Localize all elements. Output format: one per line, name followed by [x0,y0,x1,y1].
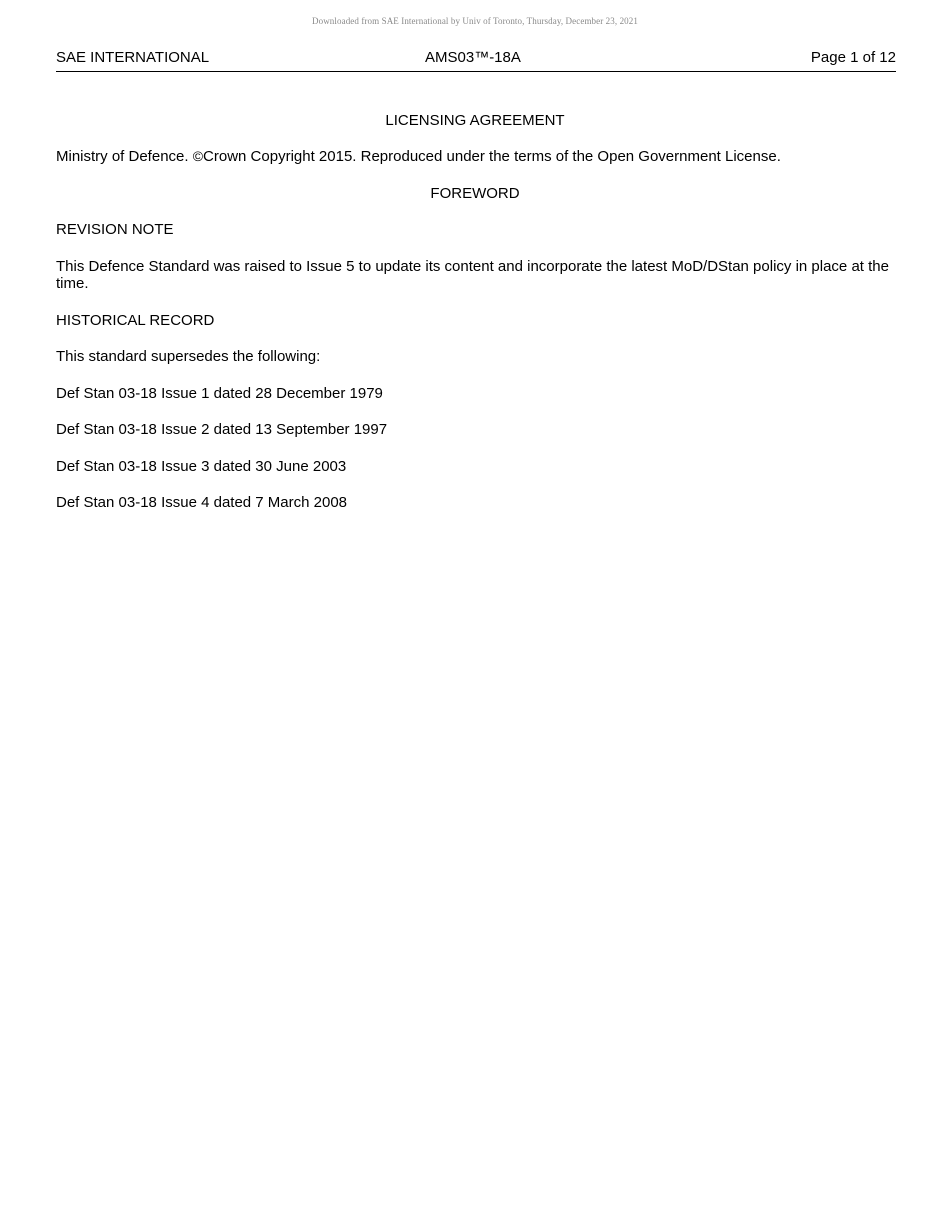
document-number: AMS03™-18A [425,49,521,66]
licensing-heading: LICENSING AGREEMENT [385,112,565,129]
publisher-name: SAE INTERNATIONAL [56,49,210,66]
copyright-icon: © [192,148,204,164]
foreword-heading: FOREWORD [430,185,520,202]
historical-record-entry: Def Stan 03-18 Issue 2 dated 13 September 1997 [56,421,388,438]
download-watermark: Downloaded from SAE International by Univ of Toronto, Thursday, December 23, 2021 [312,16,638,26]
revision-note-heading: REVISION NOTE [56,221,174,238]
historical-record-entry: Def Stan 03-18 Issue 4 dated 7 March 2008 [56,494,348,511]
licensing-text-start: Ministry of Defence. [56,148,189,165]
page-number: Page 1 of 12 [810,49,896,66]
historical-record-entry: Def Stan 03-18 Issue 1 dated 28 December 1979 [56,385,383,402]
licensing-text-end: Crown Copyright 2015. Reproduced under the terms of the Open Government License. [203,148,781,165]
running-header [56,49,896,72]
revision-note-text: This Defence Standard was raised to Issue 5 to update its content and incorporate the latest MoD/DStan policy in place at the time. [56,258,889,292]
licensing-statement [56,148,898,165]
historical-record-intro: This standard supersedes the following: [56,348,321,365]
historical-record-heading: HISTORICAL RECORD [56,312,215,329]
historical-record-entry: Def Stan 03-18 Issue 3 dated 30 June 2003 [56,458,347,475]
